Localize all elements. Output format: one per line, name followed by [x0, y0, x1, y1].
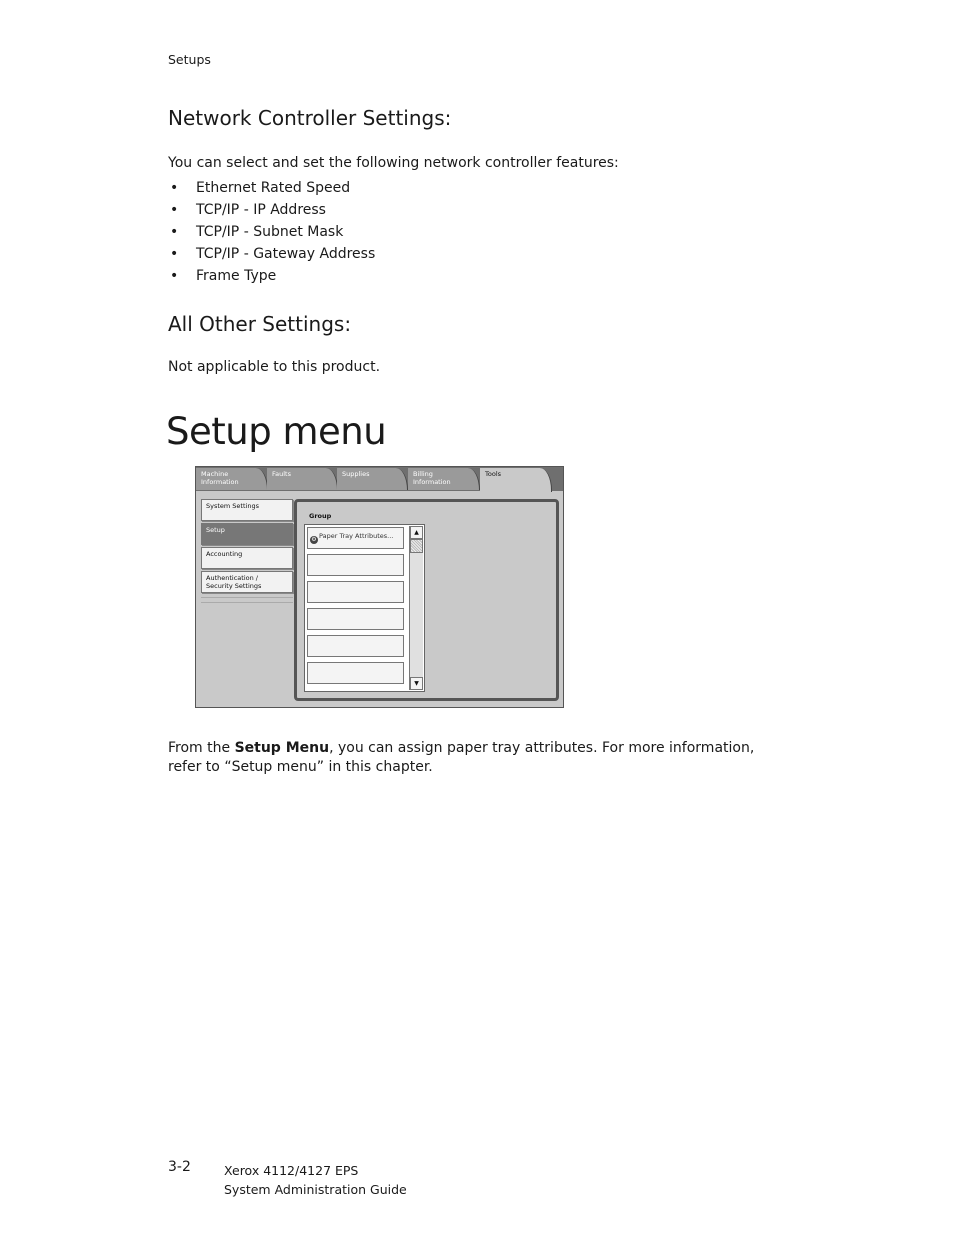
list-item: • TCP/IP - IP Address — [168, 201, 375, 223]
footer-title — [224, 1161, 407, 1199]
group-title: Group — [309, 512, 332, 520]
sidebar-divider — [201, 597, 293, 603]
tab-supplies[interactable]: Supplies — [337, 468, 408, 490]
empty-list-button[interactable] — [307, 608, 404, 630]
scroll-thumb[interactable] — [410, 539, 423, 553]
tab-faults[interactable]: Faults — [267, 468, 338, 490]
desc-text-end: , you can assign paper tray attributes. For more information, refer to “Setup menu” in this chapter. — [168, 740, 755, 775]
section-heading-network: Network Controller Settings: — [168, 106, 452, 130]
desc-text-start: From the — [168, 740, 235, 756]
setup-menu-description — [168, 739, 788, 777]
scroll-up-icon[interactable]: ▲ — [410, 526, 423, 539]
tab-billing-information[interactable]: Billing Information — [408, 468, 480, 490]
footer-guide: System Administration Guide — [224, 1182, 407, 1197]
list-item: • TCP/IP - Gateway Address — [168, 245, 375, 267]
group-list — [304, 524, 425, 692]
sidebar-item-accounting[interactable]: Accounting — [201, 547, 293, 569]
tab-machine-information[interactable]: Machine Information — [196, 468, 268, 490]
section-heading-other: All Other Settings: — [168, 312, 352, 336]
running-head: Setups — [168, 52, 211, 67]
page-number: 3-2 — [168, 1159, 191, 1175]
empty-list-button[interactable] — [307, 662, 404, 684]
network-feature-list — [168, 179, 375, 289]
tab-bar — [196, 467, 564, 491]
list-item: • Ethernet Rated Speed — [168, 179, 375, 201]
sidebar-item-setup[interactable]: Setup — [201, 523, 293, 545]
sidebar-item-authentication[interactable]: Authentication / Security Settings — [201, 571, 293, 593]
desc-text-bold: Setup Menu — [234, 740, 330, 756]
paper-tray-attributes-button[interactable] — [307, 527, 404, 549]
footer-product: Xerox 4112/4127 EPS — [224, 1163, 359, 1178]
list-item: • TCP/IP - Subnet Mask — [168, 223, 375, 245]
list-item-label: Paper Tray Attributes... — [319, 532, 394, 540]
setup-menu-screenshot — [195, 466, 564, 708]
sidebar-item-system-settings[interactable]: System Settings — [201, 499, 293, 521]
list-item: • Frame Type — [168, 267, 375, 289]
empty-list-button[interactable] — [307, 635, 404, 657]
empty-list-button[interactable] — [307, 581, 404, 603]
page-title: Setup menu — [166, 410, 387, 453]
gear-icon: ⚙ — [311, 536, 317, 543]
tab-tools[interactable]: Tools — [480, 468, 552, 492]
list-scrollbar[interactable] — [409, 526, 423, 690]
other-settings-text: Not applicable to this product. — [168, 359, 381, 375]
network-intro: You can select and set the following network controller features: — [168, 155, 619, 171]
scroll-down-icon[interactable]: ▼ — [410, 677, 423, 690]
empty-list-button[interactable] — [307, 554, 404, 576]
